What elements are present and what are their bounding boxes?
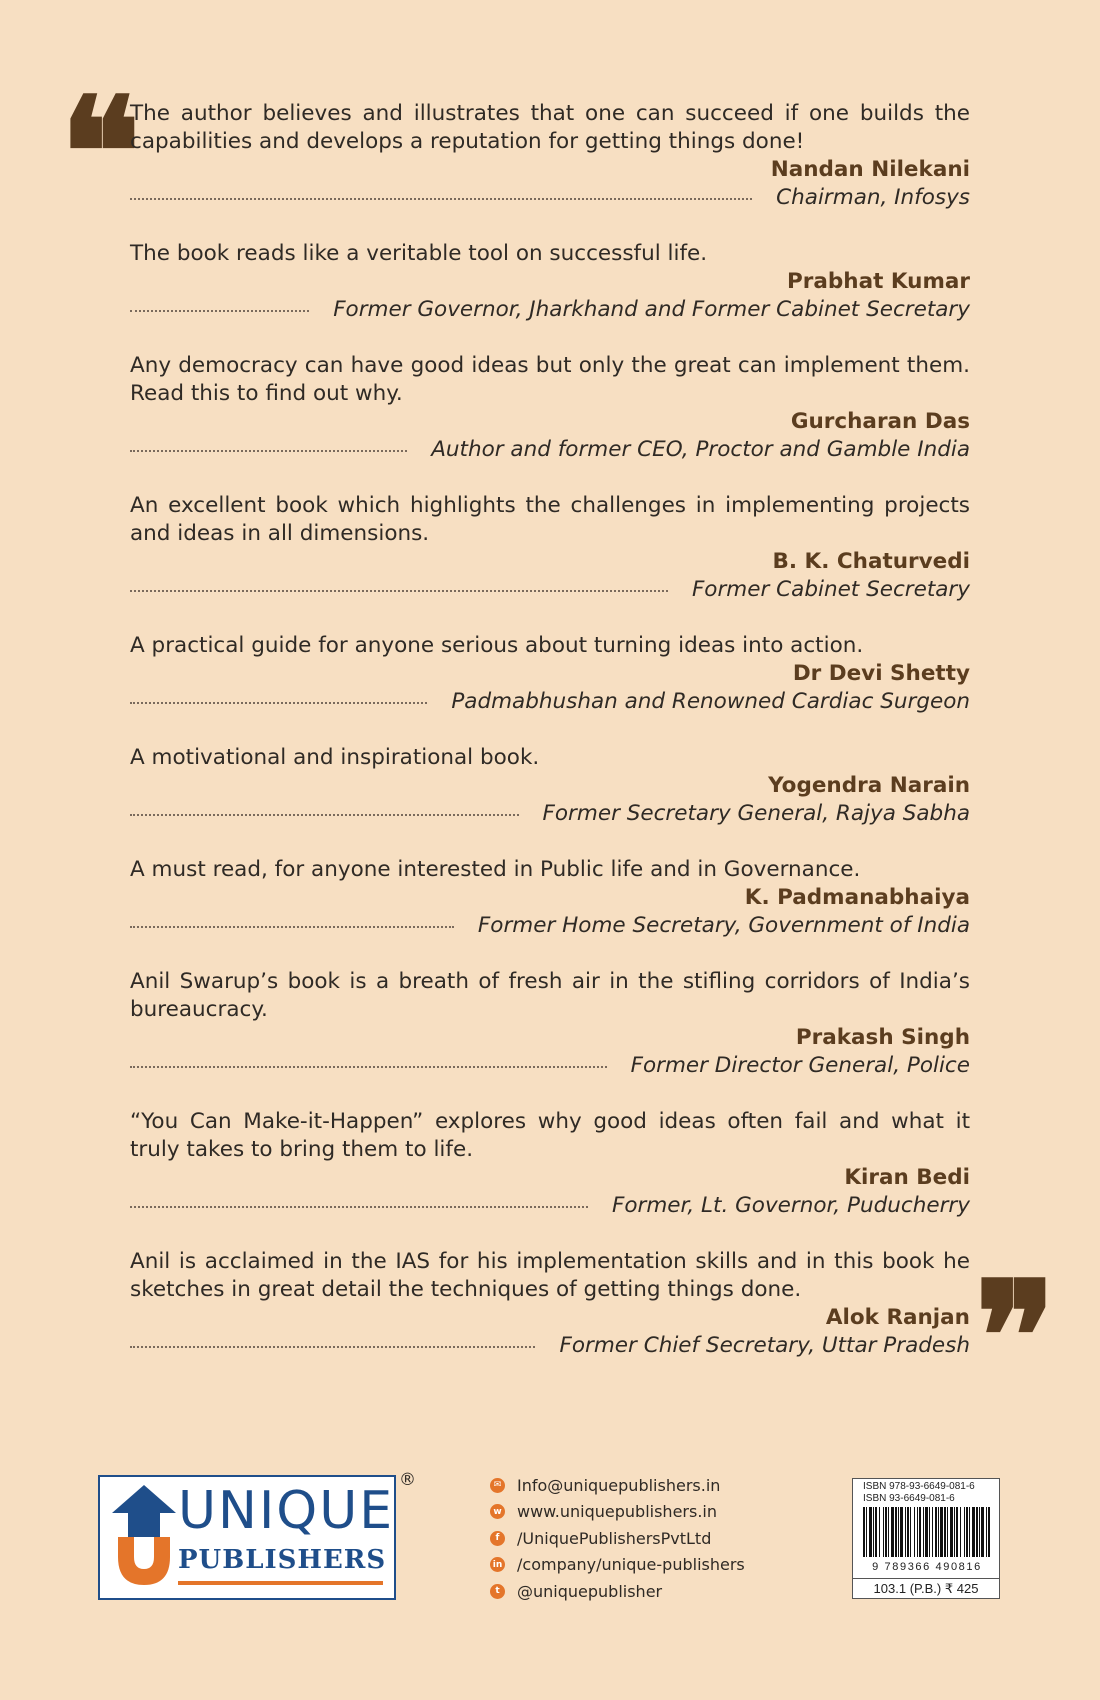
barcode-bar — [873, 1507, 874, 1557]
barcode-bar — [986, 1507, 987, 1557]
author-title: Author and former CEO, Proctor and Gamble India — [431, 437, 970, 462]
barcode-bar — [976, 1507, 978, 1557]
contact-email[interactable] — [490, 1472, 745, 1499]
facebook-icon: f — [490, 1531, 505, 1546]
author-title: Former Home Secretary, Government of India — [477, 913, 970, 938]
dotted-leader — [130, 1192, 588, 1208]
dotted-leader — [130, 436, 407, 452]
testimonial — [130, 100, 970, 212]
author-title: Chairman, Infosys — [776, 185, 970, 210]
quote-text: Anil Swarup’s book is a breath of fresh air in the stifling corridors of India’s bureaucracy. — [130, 969, 970, 1022]
contact-text: /UniquePublishersPvtLtd — [517, 1528, 712, 1548]
barcode-bar — [966, 1507, 968, 1557]
barcode-bar — [885, 1507, 887, 1557]
barcode-bar — [944, 1507, 946, 1557]
author-title: Former Governor, Jharkhand and Former Cabinet Secretary — [333, 297, 970, 322]
barcode-bar — [956, 1507, 958, 1557]
testimonial — [130, 968, 970, 1080]
quote-text: The book reads like a veritable tool on successful life. — [130, 241, 708, 266]
author-name: Alok Ranjan — [825, 1305, 970, 1330]
author-name: K. Padmanabhaiya — [744, 885, 970, 910]
barcode-bar — [940, 1507, 943, 1557]
barcode-bar — [869, 1507, 872, 1557]
contact-text: @uniquepublisher — [517, 1581, 663, 1601]
opening-quote-mark: ❝ — [60, 65, 141, 241]
testimonial — [130, 352, 970, 464]
contact-linkedin[interactable] — [490, 1552, 745, 1579]
barcode-bar — [883, 1507, 884, 1557]
quote-text: Anil is acclaimed in the IAS for his implementation skills and in this book he sketches in great detail the techniques of getting things done. — [130, 1249, 970, 1302]
barcode-bar — [954, 1507, 955, 1557]
barcode-bar — [891, 1507, 894, 1557]
contact-text: Info@uniquepublishers.in — [517, 1475, 721, 1495]
publisher-logo — [98, 1475, 396, 1600]
barcode-bar — [905, 1507, 906, 1557]
quote-text: A motivational and inspirational book. — [130, 745, 540, 770]
dotted-leader — [130, 296, 309, 312]
testimonial — [130, 744, 970, 828]
contact-twitter[interactable] — [490, 1578, 745, 1605]
author-name: Nandan Nilekani — [770, 157, 970, 182]
quote-text: The author believes and illustrates that one can succeed if one builds the capabilities and develops a reputation for getting things done! — [130, 101, 970, 154]
barcode-bar — [863, 1507, 865, 1557]
testimonial — [130, 1108, 970, 1220]
dotted-leader — [130, 576, 668, 592]
barcode-bar — [898, 1507, 899, 1557]
barcode-bar — [900, 1507, 903, 1557]
author-name: B. K. Chaturvedi — [772, 549, 970, 574]
author-name: Gurcharan Das — [790, 409, 970, 434]
author-title: Former Secretary General, Rajya Sabha — [542, 801, 970, 826]
contact-facebook[interactable] — [490, 1525, 745, 1552]
barcode-bar — [875, 1507, 877, 1557]
quote-text: Any democracy can have good ideas but only the great can implement them. Read this to find out why. — [130, 353, 970, 406]
barcode-bar — [866, 1507, 867, 1557]
isbn-barcode-block — [852, 1478, 1000, 1599]
quote-text: “You Can Make-it-Happen” explores why good ideas often fail and what it truly takes to bring them to life. — [130, 1109, 970, 1162]
barcode-bar — [964, 1507, 965, 1557]
barcode-bar — [972, 1507, 975, 1557]
testimonial — [130, 856, 970, 940]
quote-text: An excellent book which highlights the challenges in implementing projects and ideas in all dimensions. — [130, 493, 970, 546]
logo-underline — [178, 1581, 383, 1585]
twitter-icon: t — [490, 1584, 505, 1599]
barcode-bar — [960, 1507, 961, 1557]
dotted-leader — [130, 1332, 535, 1348]
contact-website[interactable] — [490, 1499, 745, 1526]
author-name: Prabhat Kumar — [787, 269, 970, 294]
author-name: Prakash Singh — [795, 1025, 970, 1050]
dotted-leader — [130, 800, 519, 816]
logo-word-publishers: PUBLISHERS — [178, 1545, 387, 1575]
dotted-leader — [130, 184, 752, 200]
barcode-bar — [969, 1507, 970, 1557]
author-title: Former Chief Secretary, Uttar Pradesh — [559, 1333, 970, 1358]
barcode-bar — [910, 1507, 911, 1557]
barcode-bar — [919, 1507, 921, 1557]
author-title: Former Cabinet Secretary — [691, 577, 970, 602]
barcode-image — [861, 1507, 993, 1561]
barcode-bar — [938, 1507, 939, 1557]
barcode-digits: 9 789366 490816 — [872, 1561, 982, 1573]
testimonial — [130, 492, 970, 604]
barcode-bar — [935, 1507, 937, 1557]
testimonial — [130, 1248, 970, 1360]
dotted-leader — [130, 1052, 607, 1068]
author-name: Yogendra Narain — [768, 773, 970, 798]
barcode-bar — [923, 1507, 924, 1557]
barcode-bar — [988, 1507, 990, 1557]
barcode-bar — [932, 1507, 933, 1557]
testimonials-list — [130, 100, 970, 1388]
logo-word-unique: UNIQUE — [178, 1481, 395, 1541]
price-line: 103.1 (P.B.) ₹ 425 — [853, 1578, 999, 1598]
contact-text: www.uniquepublishers.in — [517, 1502, 717, 1522]
linkedin-icon: in — [490, 1557, 505, 1572]
logo-u-arrow-icon — [112, 1485, 176, 1585]
barcode-bar — [929, 1507, 930, 1557]
author-title: Former, Lt. Governor, Puducherry — [611, 1193, 970, 1218]
author-title: Former Director General, Police — [630, 1053, 970, 1078]
isbn-13: ISBN 978-93-6649-081-6 — [863, 1481, 975, 1492]
barcode-bar — [981, 1507, 984, 1557]
barcode-bar — [914, 1507, 915, 1557]
barcode-bar — [925, 1507, 928, 1557]
barcode-bar — [907, 1507, 909, 1557]
web-icon: w — [490, 1504, 505, 1519]
dotted-leader — [130, 912, 454, 928]
isbn-10: ISBN 93-6649-081-6 — [863, 1493, 955, 1504]
quote-text: A practical guide for anyone serious about turning ideas into action. — [130, 633, 864, 658]
barcode-bar — [879, 1507, 880, 1557]
contact-text: /company/unique-publishers — [517, 1555, 745, 1575]
barcode-bar — [917, 1507, 918, 1557]
testimonial — [130, 632, 970, 716]
registered-mark: ® — [399, 1470, 416, 1490]
quote-text: A must read, for anyone interested in Public life and in Governance. — [130, 857, 861, 882]
barcode-bar — [888, 1507, 889, 1557]
barcode-bar — [979, 1507, 980, 1557]
barcode-bar — [895, 1507, 897, 1557]
author-name: Dr Devi Shetty — [792, 661, 970, 686]
email-icon: ✉ — [490, 1478, 505, 1493]
author-name: Kiran Bedi — [844, 1165, 970, 1190]
barcode-bar — [947, 1507, 948, 1557]
dotted-leader — [130, 688, 427, 704]
contact-list — [490, 1472, 745, 1605]
testimonial — [130, 240, 970, 324]
author-title: Padmabhushan and Renowned Cardiac Surgeon — [451, 689, 970, 714]
barcode-bar — [950, 1507, 953, 1557]
closing-quote-mark: ❞ — [975, 1249, 1056, 1425]
